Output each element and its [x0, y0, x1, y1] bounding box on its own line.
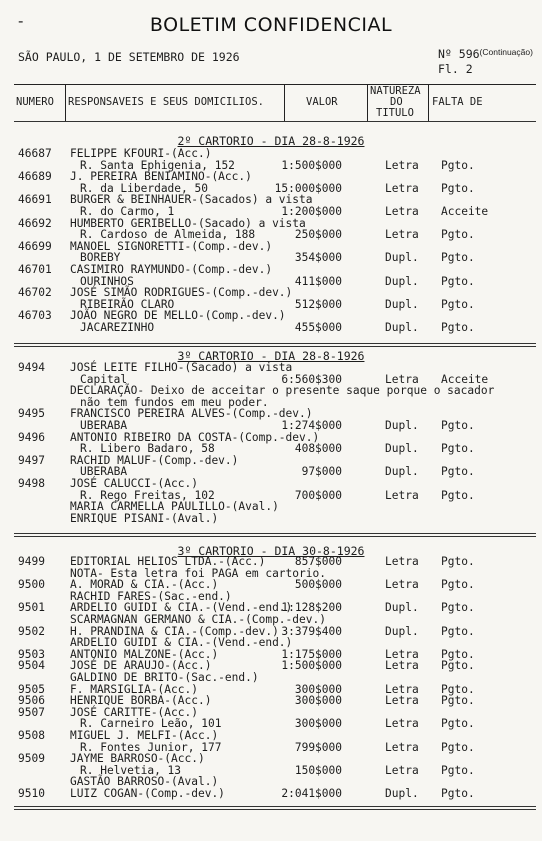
responsible-name: EDITORIAL HELIOS LTDA.-(Acc.) — [70, 555, 266, 568]
missing-reason: Pgto. — [441, 659, 475, 673]
section-separator — [14, 343, 536, 344]
missing-reason: Pgto. — [441, 717, 475, 731]
missing-reason: Pgto. — [441, 321, 475, 334]
header-falta: FALTA DE — [432, 96, 483, 108]
domicile: R. do Carmo, 1 — [80, 205, 175, 218]
entry-number: 9508 — [18, 729, 45, 742]
amount-value: 408$000 — [294, 442, 342, 456]
domicile: RIBEIRÃO CLARO — [80, 297, 175, 311]
entry-number: 9496 — [18, 430, 45, 444]
amount-value: 1:175$000 — [281, 647, 342, 661]
title-nature: Letra — [385, 205, 419, 218]
domicile: R. da Liberdade, 50 — [80, 181, 208, 195]
missing-reason: Acceite — [441, 372, 489, 386]
responsible-name: RACHID MALUF-(Comp.-dev.) — [70, 453, 239, 467]
title-nature: Letra — [385, 694, 419, 708]
amount-value: 1:200$000 — [281, 205, 342, 218]
responsible-name: LUIZ COGAN-(Comp.-dev.) — [70, 787, 225, 800]
domicile: não tem fundos em meu poder. — [80, 395, 269, 409]
responsible-name: DECLARAÇÃO- Deixo de acceitar o presente saque porque o sacador — [70, 384, 495, 398]
table-row — [0, 788, 542, 800]
amount-value: 2:041$000 — [281, 787, 342, 800]
domicile: R. Carneiro Leão, 101 — [80, 717, 222, 731]
responsible-name: J. PEREIRA BENIAMINO-(Acc.) — [70, 170, 252, 184]
responsible-name: ANTONIO RIBEIRO DA COSTA-(Comp.-dev.) — [70, 430, 320, 444]
responsible-name: JOSÉ CALUCCI-(Acc.) — [70, 477, 198, 490]
responsible-name: F. MARSIGLIA-(Acc.) — [70, 682, 198, 696]
title-nature: Letra — [385, 682, 419, 696]
title-nature: Dupl. — [385, 442, 419, 456]
entry-number: 46689 — [18, 170, 52, 184]
missing-reason: Pgto. — [441, 740, 475, 754]
corner-mark: - — [18, 12, 24, 30]
missing-reason: Pgto. — [441, 228, 475, 242]
entry-number: 9500 — [18, 578, 45, 592]
amount-value: 97$000 — [301, 465, 342, 479]
domicile: UBERABA — [80, 419, 128, 432]
header-divider — [284, 85, 285, 121]
responsible-name: MARIA CARMELLA PAULILLO-(Aval.) — [70, 500, 279, 514]
missing-reason: Pgto. — [441, 158, 475, 172]
responsible-name: HENRIQUE BORBA-(Acc.) — [70, 694, 212, 708]
amount-value: 300$000 — [294, 717, 342, 731]
entry-number: 9506 — [18, 694, 45, 708]
entry-number: 46701 — [18, 263, 52, 276]
responsible-name: FELIPPE KFOURI-(Acc.) — [70, 147, 212, 160]
missing-reason: Pgto. — [441, 682, 475, 696]
title-nature: Dupl. — [385, 465, 419, 479]
domicile: BOREBY — [80, 251, 121, 265]
responsible-name: ARDELIO GUIDI & CIA.-(Vend.-end.) — [70, 636, 293, 650]
amount-value: 512$000 — [294, 297, 342, 311]
entry-number: 9503 — [18, 647, 45, 661]
responsible-name: GASTÃO BARROSO-(Aval.) — [70, 775, 219, 789]
entry-number: 9494 — [18, 361, 45, 374]
table-row — [0, 322, 542, 334]
header-divider — [428, 85, 429, 121]
missing-reason: Pgto. — [441, 465, 475, 479]
section-heading-text: 3º CARTORIO - DIA 30-8-1926 — [177, 544, 365, 558]
domicile: R. Fontes Junior, 177 — [80, 740, 222, 754]
header-natureza-2: DO — [390, 96, 403, 108]
amount-value: 455$000 — [294, 321, 342, 334]
amount-value: 150$000 — [294, 763, 342, 777]
section-separator — [14, 346, 536, 347]
missing-reason: Pgto. — [441, 488, 475, 502]
missing-reason: Pgto. — [441, 647, 475, 661]
title-nature: Letra — [385, 181, 419, 195]
sheet-number: Fl. 2 — [438, 62, 473, 76]
missing-reason: Pgto. — [441, 297, 475, 311]
title-nature: Letra — [385, 158, 419, 172]
missing-reason: Pgto. — [441, 787, 475, 800]
domicile: R. Santa Ephigenia, 152 — [80, 158, 235, 172]
responsible-name: JOSÉ DE ARAUJO-(Acc.) — [70, 659, 212, 673]
title-nature: Letra — [385, 763, 419, 777]
entry-number: 46691 — [18, 193, 52, 207]
responsible-name: JOSÉ SIMÃO RODRIGUES-(Comp.-dev.) — [70, 286, 293, 300]
entry-number: 9499 — [18, 555, 45, 568]
amount-value: 500$000 — [294, 578, 342, 592]
title-nature: Dupl. — [385, 251, 419, 265]
missing-reason: Pgto. — [441, 181, 475, 195]
section-heading — [0, 134, 542, 148]
title-nature: Letra — [385, 228, 419, 242]
missing-reason: Pgto. — [441, 555, 475, 568]
domicile: JACAREZINHO — [80, 321, 155, 334]
bulletin-number-value: Nº 596 — [438, 47, 480, 61]
header-numero: NUMERO — [16, 96, 54, 108]
amount-value: 1:500$000 — [281, 158, 342, 172]
missing-reason: Pgto. — [441, 442, 475, 456]
title-nature: Letra — [385, 488, 419, 502]
domicile: R. Helvetia, 13 — [80, 763, 182, 777]
responsible-name: RACHID FARES-(Sac.-end.) — [70, 589, 232, 603]
responsible-name: JAYME BARROSO-(Acc.) — [70, 752, 205, 766]
missing-reason: Pgto. — [441, 578, 475, 592]
amount-value: 354$000 — [294, 251, 342, 265]
responsible-name: JOSÉ CARITTE-(Acc.) — [70, 705, 198, 719]
title-nature: Letra — [385, 578, 419, 592]
title-nature: Dupl. — [385, 624, 419, 638]
entry-number: 46703 — [18, 309, 52, 323]
section-separator — [14, 121, 536, 122]
entry-number: 46699 — [18, 239, 52, 253]
entry-number: 9509 — [18, 752, 45, 766]
section-separator — [14, 536, 536, 537]
title-nature: Dupl. — [385, 787, 419, 800]
missing-reason: Pgto. — [441, 694, 475, 708]
missing-reason: Pgto. — [441, 624, 475, 638]
missing-reason: Pgto. — [441, 274, 475, 288]
responsible-name: GALDINO DE BRITO-(Sac.-end.) — [70, 671, 259, 684]
entry-number: 9501 — [18, 601, 45, 615]
header-divider — [367, 85, 368, 121]
responsible-name: A. MORAD & CIA.-(Acc.) — [70, 578, 219, 592]
header-natureza-1: NATUREZA — [370, 85, 421, 97]
amount-value: 15:000$000 — [274, 181, 342, 195]
section-separator — [14, 533, 536, 534]
table-row — [0, 513, 542, 525]
responsible-name: JOÃO NEGRO DE MELLO-(Comp.-dev.) — [70, 309, 286, 323]
title-nature: Letra — [385, 647, 419, 661]
entry-number: 9510 — [18, 787, 45, 800]
amount-value: 1:500$000 — [281, 659, 342, 673]
responsible-name: H. PRANDINA & CIA.-(Comp.-dev.) — [70, 624, 279, 638]
title-nature: Dupl. — [385, 601, 419, 615]
entry-number: 9498 — [18, 477, 45, 490]
domicile: R. Rego Freitas, 102 — [80, 488, 215, 502]
amount-value: 1:274$000 — [281, 419, 342, 432]
domicile: R. Libero Badaro, 58 — [80, 442, 215, 456]
amount-value: 857$000 — [294, 555, 342, 568]
title-nature: Dupl. — [385, 274, 419, 288]
amount-value: 700$000 — [294, 488, 342, 502]
domicile: R. Cardoso de Almeida, 188 — [80, 228, 256, 242]
responsible-name: SCARMAGNAN GERMANO & CIA.-(Comp.-dev.) — [70, 613, 326, 626]
amount-value: 300$000 — [294, 682, 342, 696]
title-nature: Letra — [385, 740, 419, 754]
bulletin-number — [438, 47, 533, 61]
city-date: SÃO PAULO, 1 DE SETEMBRO DE 1926 — [18, 50, 240, 64]
header-divider — [65, 85, 66, 121]
entry-number: 46692 — [18, 216, 52, 230]
bottom-rule — [14, 806, 536, 807]
entry-number: 9497 — [18, 453, 45, 467]
entry-number: 9504 — [18, 659, 45, 673]
domicile: Capital — [80, 372, 128, 386]
responsible-name: ENRIQUE PISANI-(Aval.) — [70, 511, 219, 525]
responsible-name: ARDELIO GUIDI & CIA.-(Vend.-end.) — [70, 601, 293, 615]
header-valor: VALOR — [306, 96, 338, 108]
responsible-name: ANTONIO MALZONE-(Acc.) — [70, 647, 219, 661]
amount-value: 3:379$400 — [281, 624, 342, 638]
entry-number: 9505 — [18, 682, 45, 696]
entry-number: 46702 — [18, 286, 52, 300]
responsible-name: FRANCISCO PEREIRA ALVES-(Comp.-dev.) — [70, 407, 313, 421]
title-nature: Dupl. — [385, 321, 419, 334]
responsible-name: JOSÉ LEITE FILHO-(Sacado) a vista — [70, 361, 293, 374]
entry-number: 9502 — [18, 624, 45, 638]
missing-reason: Acceite — [441, 205, 489, 218]
amount-value: 300$000 — [294, 694, 342, 708]
column-header — [14, 84, 536, 122]
responsible-name: MIGUEL J. MELFI-(Acc.) — [70, 729, 219, 742]
amount-value: 1:128$200 — [281, 601, 342, 615]
header-natureza-3: TITULO — [376, 107, 414, 119]
header-responsaveis: RESPONSAVEIS E SEUS DOMICILIOS. — [68, 96, 264, 108]
title-nature: Letra — [385, 659, 419, 673]
section-heading-text: 2º CARTORIO - DIA 28-8-1926 — [177, 134, 365, 148]
missing-reason: Pgto. — [441, 251, 475, 265]
document-title: BOLETIM CONFIDENCIAL — [149, 14, 393, 36]
responsible-name: BURGER & BEINHAUER-(Sacados) a vista — [70, 193, 313, 207]
amount-value: 411$000 — [294, 274, 342, 288]
title-nature: Letra — [385, 372, 419, 386]
title-nature: Dupl. — [385, 419, 419, 432]
title-nature: Letra — [385, 717, 419, 731]
missing-reason: Pgto. — [441, 419, 475, 432]
amount-value: 799$000 — [294, 740, 342, 754]
missing-reason: Pgto. — [441, 763, 475, 777]
title-nature: Letra — [385, 555, 419, 568]
continuation-note: (Continuação) — [479, 47, 533, 57]
responsible-name: NOTA- Esta letra foi PAGA em cartorio. — [70, 566, 326, 580]
title-nature: Dupl. — [385, 297, 419, 311]
responsible-name: CASIMIRO RAYMUNDO-(Comp.-dev.) — [70, 263, 273, 276]
section-heading-text: 3º CARTORIO - DIA 28-8-1926 — [177, 349, 365, 363]
responsible-name: HUMBERTO GERIBELLO-(Sacado) a vista — [70, 216, 306, 230]
entry-number: 9495 — [18, 407, 45, 421]
domicile: OURINHOS — [80, 274, 134, 288]
entry-number: 46687 — [18, 147, 52, 160]
missing-reason: Pgto. — [441, 601, 475, 615]
responsible-name: MANOEL SIGNORETTI-(Comp.-dev.) — [70, 239, 273, 253]
domicile: UBERABA — [80, 465, 128, 479]
entry-number: 9507 — [18, 705, 45, 719]
amount-value: 250$000 — [294, 228, 342, 242]
bottom-rule — [14, 809, 536, 810]
amount-value: 6:560$300 — [281, 372, 342, 386]
